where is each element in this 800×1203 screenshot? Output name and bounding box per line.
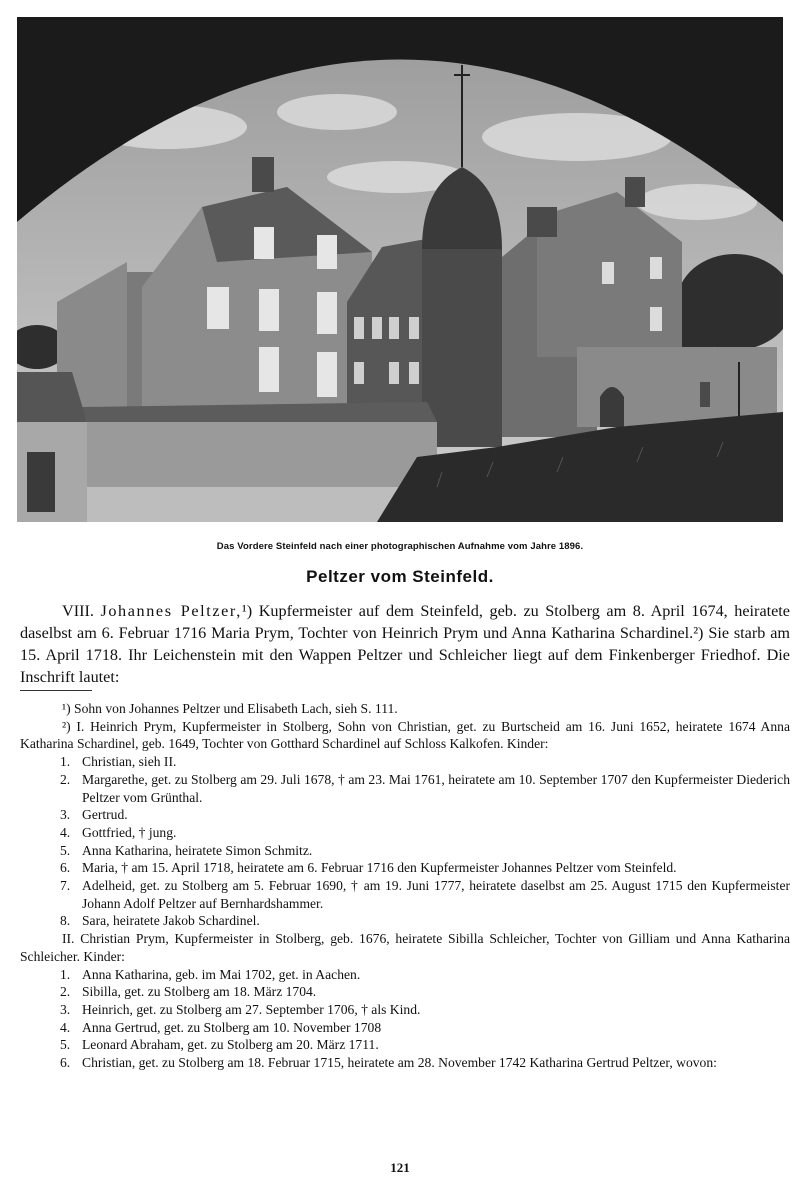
item-text: Christian, sieh II. <box>82 754 177 770</box>
list-item <box>20 1019 790 1037</box>
item-text: Heinrich, get. zu Stolberg am 27. September 1706, † als Kind. <box>82 1001 421 1017</box>
item-text: Gottfried, † jung. <box>82 824 177 840</box>
list-item <box>20 806 790 824</box>
castle-photograph <box>17 17 783 522</box>
item-number: 5. <box>60 1037 71 1053</box>
item-text: Anna Katharina, geb. im Mai 1702, get. in Aachen. <box>82 966 361 982</box>
item-number: 6. <box>60 860 71 876</box>
list-item <box>20 824 790 842</box>
item-number: 7. <box>60 878 71 894</box>
item-text: Gertrud. <box>82 807 128 823</box>
footnote-divider <box>20 690 92 691</box>
item-number: 3. <box>60 807 71 823</box>
main-text-1: Kupfermeister auf dem Steinfeld, geb. zu Stolberg am 8. April 1674, heiratete daselbst am 6. Februar 1716 Maria Prym, Tochter von Heinrich Prym und Anna Katharina Schardinel. <box>20 602 790 642</box>
footnote-2-text: I. Heinrich Prym, Kupfermeister in Stolberg, Sohn von Christian, get. zu Burtscheid am 16. Juni 1652, heiratete 1674 Anna Katharina Schardinel, geb. 1649, Tochter von Gotthard Schardinel auf Schloss Kalkofen. Kinder: <box>20 718 790 752</box>
left-small-house <box>17 372 87 522</box>
footnotes <box>20 700 790 1072</box>
list-item <box>20 983 790 1001</box>
section-2-text: II. Christian Prym, Kupfermeister in Stolberg, geb. 1676, heiratete Sibilla Schleicher, Tochter von Gilliam und Anna Katharina Schleicher. Kinder: <box>20 931 790 964</box>
item-number: 2. <box>60 771 71 787</box>
footnote-1-marker: ¹) <box>62 701 71 716</box>
footnote-2 <box>20 718 790 753</box>
item-number: 8. <box>60 913 71 929</box>
list-item <box>20 1001 790 1019</box>
main-text-2: Sie starb am 15. April 1718. Ihr Leichenstein mit den Wappen Peltzer und Schleicher liegt auf dem Finkenberger Friedhof. Die Inschrift lautet: <box>20 624 790 686</box>
item-text: Anna Gertrud, get. zu Stolberg am 10. November 1708 <box>82 1019 382 1035</box>
list-item <box>20 859 790 877</box>
item-number: 2. <box>60 984 71 1000</box>
list-item <box>20 753 790 771</box>
item-text: Maria, † am 15. April 1718, heiratete am 6. Februar 1716 den Kupfermeister Johannes Peltzer vom Steinfeld. <box>82 860 677 876</box>
list-item <box>20 877 790 912</box>
list-item <box>20 966 790 984</box>
item-number: 4. <box>60 824 71 840</box>
list-item <box>20 1036 790 1054</box>
item-number: 4. <box>60 1019 71 1035</box>
item-number: 6. <box>60 1055 71 1071</box>
item-number: 1. <box>60 966 71 982</box>
list-item <box>20 912 790 930</box>
photo-caption: Das Vordere Steinfeld nach einer photographischen Aufnahme vom Jahre 1896. <box>216 541 584 552</box>
section-title: Peltzer vom Steinfeld. <box>306 567 494 586</box>
footnote-2-marker: ²) <box>62 718 71 734</box>
item-number: 3. <box>60 1001 71 1017</box>
footnote-1-text: Sohn von Johannes Peltzer und Elisabeth Lach, sieh S. 111. <box>70 701 398 716</box>
item-number: 5. <box>60 842 71 858</box>
footnote-1 <box>20 700 790 718</box>
item-text: Adelheid, get. zu Stolberg am 5. Februar 1690, † am 19. Juni 1777, heiratete daselbst am 25. August 1715 den Kupfermeister Johann Adolf Peltzer auf Bernhardshammer. <box>82 878 790 911</box>
person-name: Johannes Peltzer, <box>100 602 242 620</box>
front-wall <box>82 402 437 497</box>
list-item <box>20 1054 790 1072</box>
main-paragraph <box>20 600 790 688</box>
item-text: Leonard Abraham, get. zu Stolberg am 20. März 1711. <box>82 1037 379 1053</box>
children-list-2 <box>20 966 790 1072</box>
footnote-ref-1: ¹) <box>241 602 253 620</box>
item-text: Sibilla, get. zu Stolberg am 18. März 1704. <box>82 984 317 1000</box>
children-list-1 <box>20 753 790 930</box>
item-text: Anna Katharina, heiratete Simon Schmitz. <box>82 842 313 858</box>
item-text: Christian, get. zu Stolberg am 18. Februar 1715, heiratete am 28. November 1742 Katharina Gertrud Peltzer, wovon: <box>82 1055 717 1071</box>
item-text: Margarethe, get. zu Stolberg am 29. Juli 1678, † am 23. Mai 1761, heiratete am 10. September 1707 den Kupfermeister Diederich Peltzer vom Grünthal. <box>82 771 790 805</box>
entry-number: VIII. <box>62 602 101 620</box>
list-item <box>20 842 790 860</box>
item-text: Sara, heiratete Jakob Schardinel. <box>82 913 260 929</box>
list-item <box>20 771 790 806</box>
item-number: 1. <box>60 754 71 770</box>
page-number: 121 <box>390 1160 410 1175</box>
footnote-ref-2: ²) <box>693 624 704 642</box>
